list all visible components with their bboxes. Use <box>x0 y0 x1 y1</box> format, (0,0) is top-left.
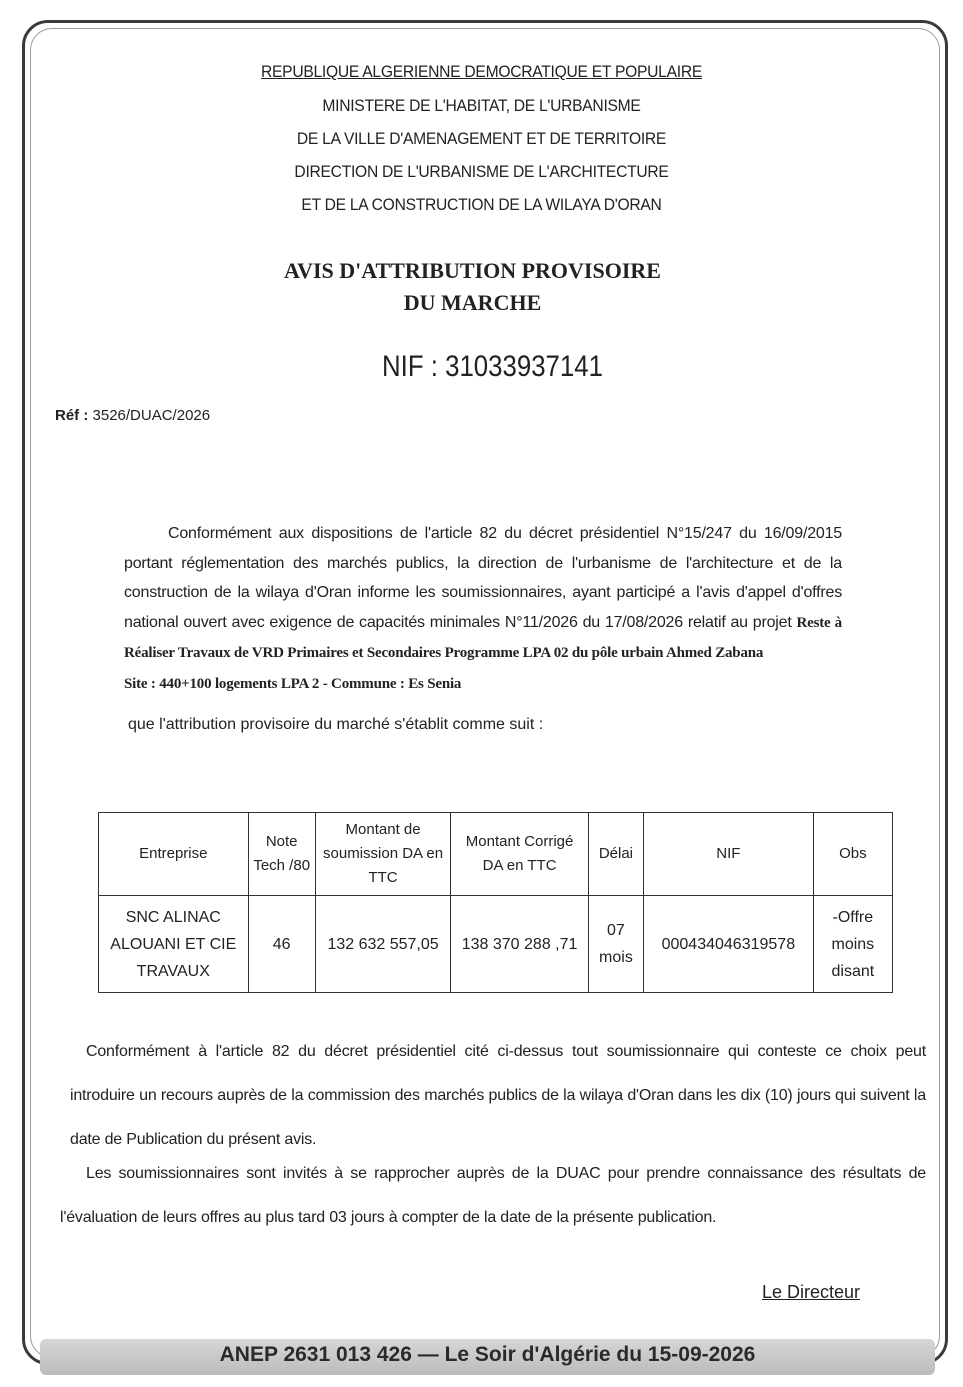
project-name: Reste à Réaliser Travaux de VRD Primaires et Secondaires Programme LPA 02 du pôle urbain Ahmed Zabana <box>124 614 842 661</box>
table-row <box>99 896 893 993</box>
award-table <box>98 812 893 993</box>
col-delai: Délai <box>588 813 643 896</box>
col-note: Note Tech /80 <box>248 813 315 896</box>
notice-title: AVIS D'ATTRIBUTION PROVISOIRE <box>284 258 661 283</box>
header-ministry: MINISTERE DE L'HABITAT, DE L'URBANISME <box>322 96 641 115</box>
intro-paragraph <box>124 519 842 699</box>
cell-obs: -Offre moins disant <box>813 896 892 993</box>
header-ministry-cont: DE LA VILLE D'AMENAGEMENT ET DE TERRITOIRE <box>296 129 667 148</box>
nif-number: NIF : 31033937141 <box>382 350 603 383</box>
signature: Le Directeur <box>762 1282 861 1302</box>
cell-montant-corrige: 138 370 288 ,71 <box>451 896 589 993</box>
col-nif: NIF <box>644 813 814 896</box>
header-direction: DIRECTION DE L'URBANISME DE L'ARCHITECTURE <box>294 162 669 181</box>
reference-label: Réf : <box>55 407 89 424</box>
cell-delai: 07 mois <box>588 896 643 993</box>
reference <box>55 407 210 424</box>
table-header-row <box>99 813 893 896</box>
col-montant-corrige: Montant Corrigé DA en TTC <box>451 813 589 896</box>
reference-value: 3526/DUAC/2026 <box>92 407 211 424</box>
cell-montant-soumission: 132 632 557,05 <box>315 896 451 993</box>
project-site: Site : 440+100 logements LPA 2 - Commune : Es Senia <box>124 675 462 692</box>
recours-paragraph: Conformément à l'article 82 du décret présidentiel cité ci-dessus tout soumissionnaire qui conteste ce choix peut introduire un recours auprès de la commission des marchés publics de la wilaya d'Oran dans les dix (10) jours qui suivent la date de Publication du présent avis. <box>70 1043 926 1148</box>
header-direction-cont: ET DE LA CONSTRUCTION DE LA WILAYA D'ORAN <box>301 195 662 214</box>
publication-footer: ANEP 2631 013 426 — Le Soir d'Algérie du 15-09-2026 <box>219 1343 756 1366</box>
cell-entreprise: SNC ALINAC ALOUANI ET CIE TRAVAUX <box>99 896 249 993</box>
col-entreprise: Entreprise <box>99 813 249 896</box>
intro-text: Conformément aux dispositions de l'article 82 du décret présidentiel N°15/247 du 16/09/2015 portant réglementation des marchés publics, la direction de l'urbanisme de l'architecture et de la construction de la wilaya d'Oran informe les soumissionnaires, ayant participé a l'avis d'appel d'offres national ouvert avec exigence de capacités minimales N°11/2026 du 17/08/2026 relatif au projet <box>124 525 842 631</box>
notice-title-cont: DU MARCHE <box>403 290 542 315</box>
cell-note: 46 <box>248 896 315 993</box>
col-obs: Obs <box>813 813 892 896</box>
col-montant-soumission: Montant de soumission DA en TTC <box>315 813 451 896</box>
invitation-paragraph: Les soumissionnaires sont invités à se rapprocher auprès de la DUAC pour prendre connaissance des résultats de l'évaluation de leurs offres au plus tard 03 jours à compter de la date de la présente publication. <box>60 1165 926 1226</box>
cell-nif: 000434046319578 <box>644 896 814 993</box>
intro-tail: que l'attribution provisoire du marché s'établit comme suit : <box>128 716 544 733</box>
header-republic: REPUBLIQUE ALGERIENNE DEMOCRATIQUE ET POPULAIRE <box>261 62 702 81</box>
